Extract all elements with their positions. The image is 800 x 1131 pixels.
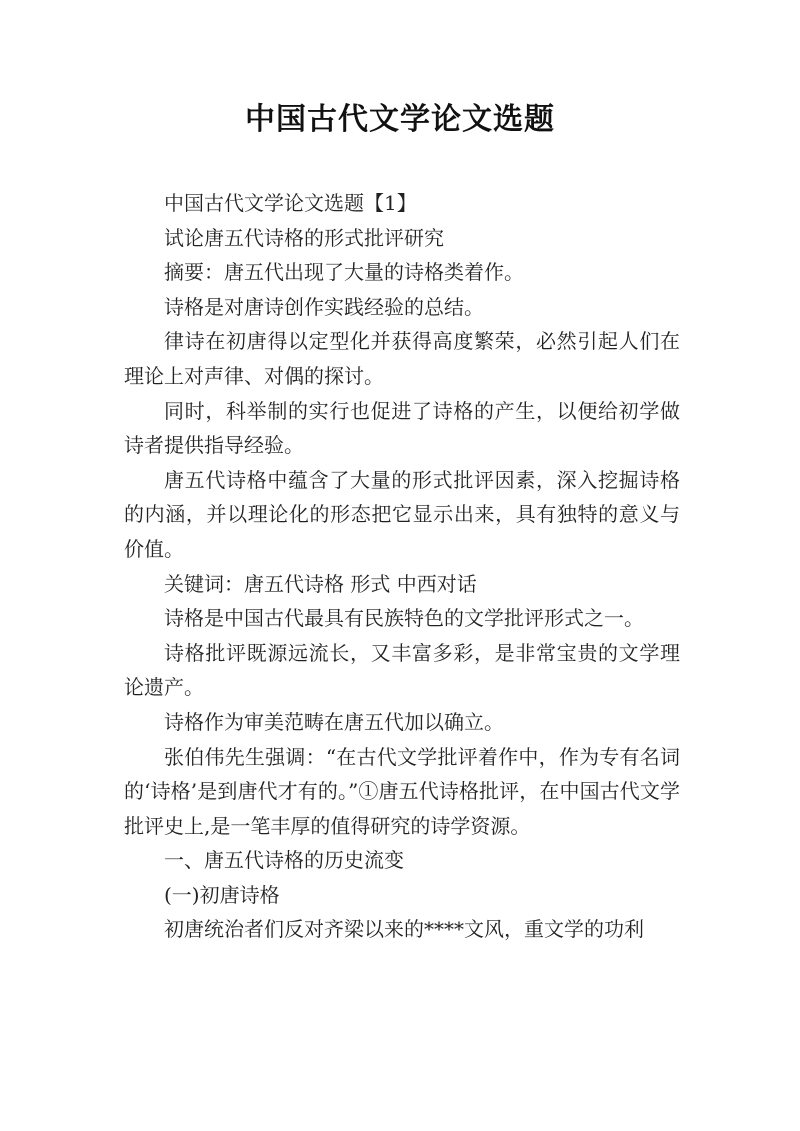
paragraph: 张伯伟先生强调：“在古代文学批评着作中，作为专有名词的‘诗格’是到唐代才有的。”①唐五代诗格批评，在中国古代文学批评史上,是一笔丰厚的值得研究的诗学资源。 xyxy=(124,744,680,838)
paragraph: 诗格是对唐诗创作实践经验的总结。 xyxy=(164,294,484,319)
paragraph: 唐五代诗格中蕴含了大量的形式批评因素，深入挖掘诗格的内涵，并以理论化的形态把它显示出来，具有独特的意义与价值。 xyxy=(124,467,680,561)
document-title: 中国古代文学论文选题 xyxy=(245,102,555,137)
paragraph: 同时，科举制的实行也促进了诗格的产生，以便给初学做诗者提供指导经验。 xyxy=(124,398,680,458)
paragraph: 诗格作为审美范畴在唐五代加以确立。 xyxy=(164,709,504,734)
paragraph: 律诗在初唐得以定型化并获得高度繁荣，必然引起人们在理论上对声律、对偶的探讨。 xyxy=(124,329,680,388)
section-heading: 一、唐五代诗格的历史流变 xyxy=(164,848,404,873)
paragraph: 诗格是中国古代最具有民族特色的文学批评形式之一。 xyxy=(164,606,644,631)
paragraph: 中国古代文学论文选题【1】 xyxy=(164,191,417,215)
paragraph: 初唐统治者们反对齐梁以来的****文风，重文学的功利 xyxy=(164,917,644,942)
paragraph: 试论唐五代诗格的形式批评研究 xyxy=(164,225,444,250)
subsection-heading: (一)初唐诗格 xyxy=(164,882,280,907)
paragraph: 摘要：唐五代出现了大量的诗格类着作。 xyxy=(164,260,524,285)
document-body xyxy=(124,186,680,947)
paragraph: 关键词：唐五代诗格 形式 中西对话 xyxy=(164,571,477,596)
paragraph: 诗格批评既源远流长，又丰富多彩，是非常宝贵的文学理论遗产。 xyxy=(124,640,680,700)
